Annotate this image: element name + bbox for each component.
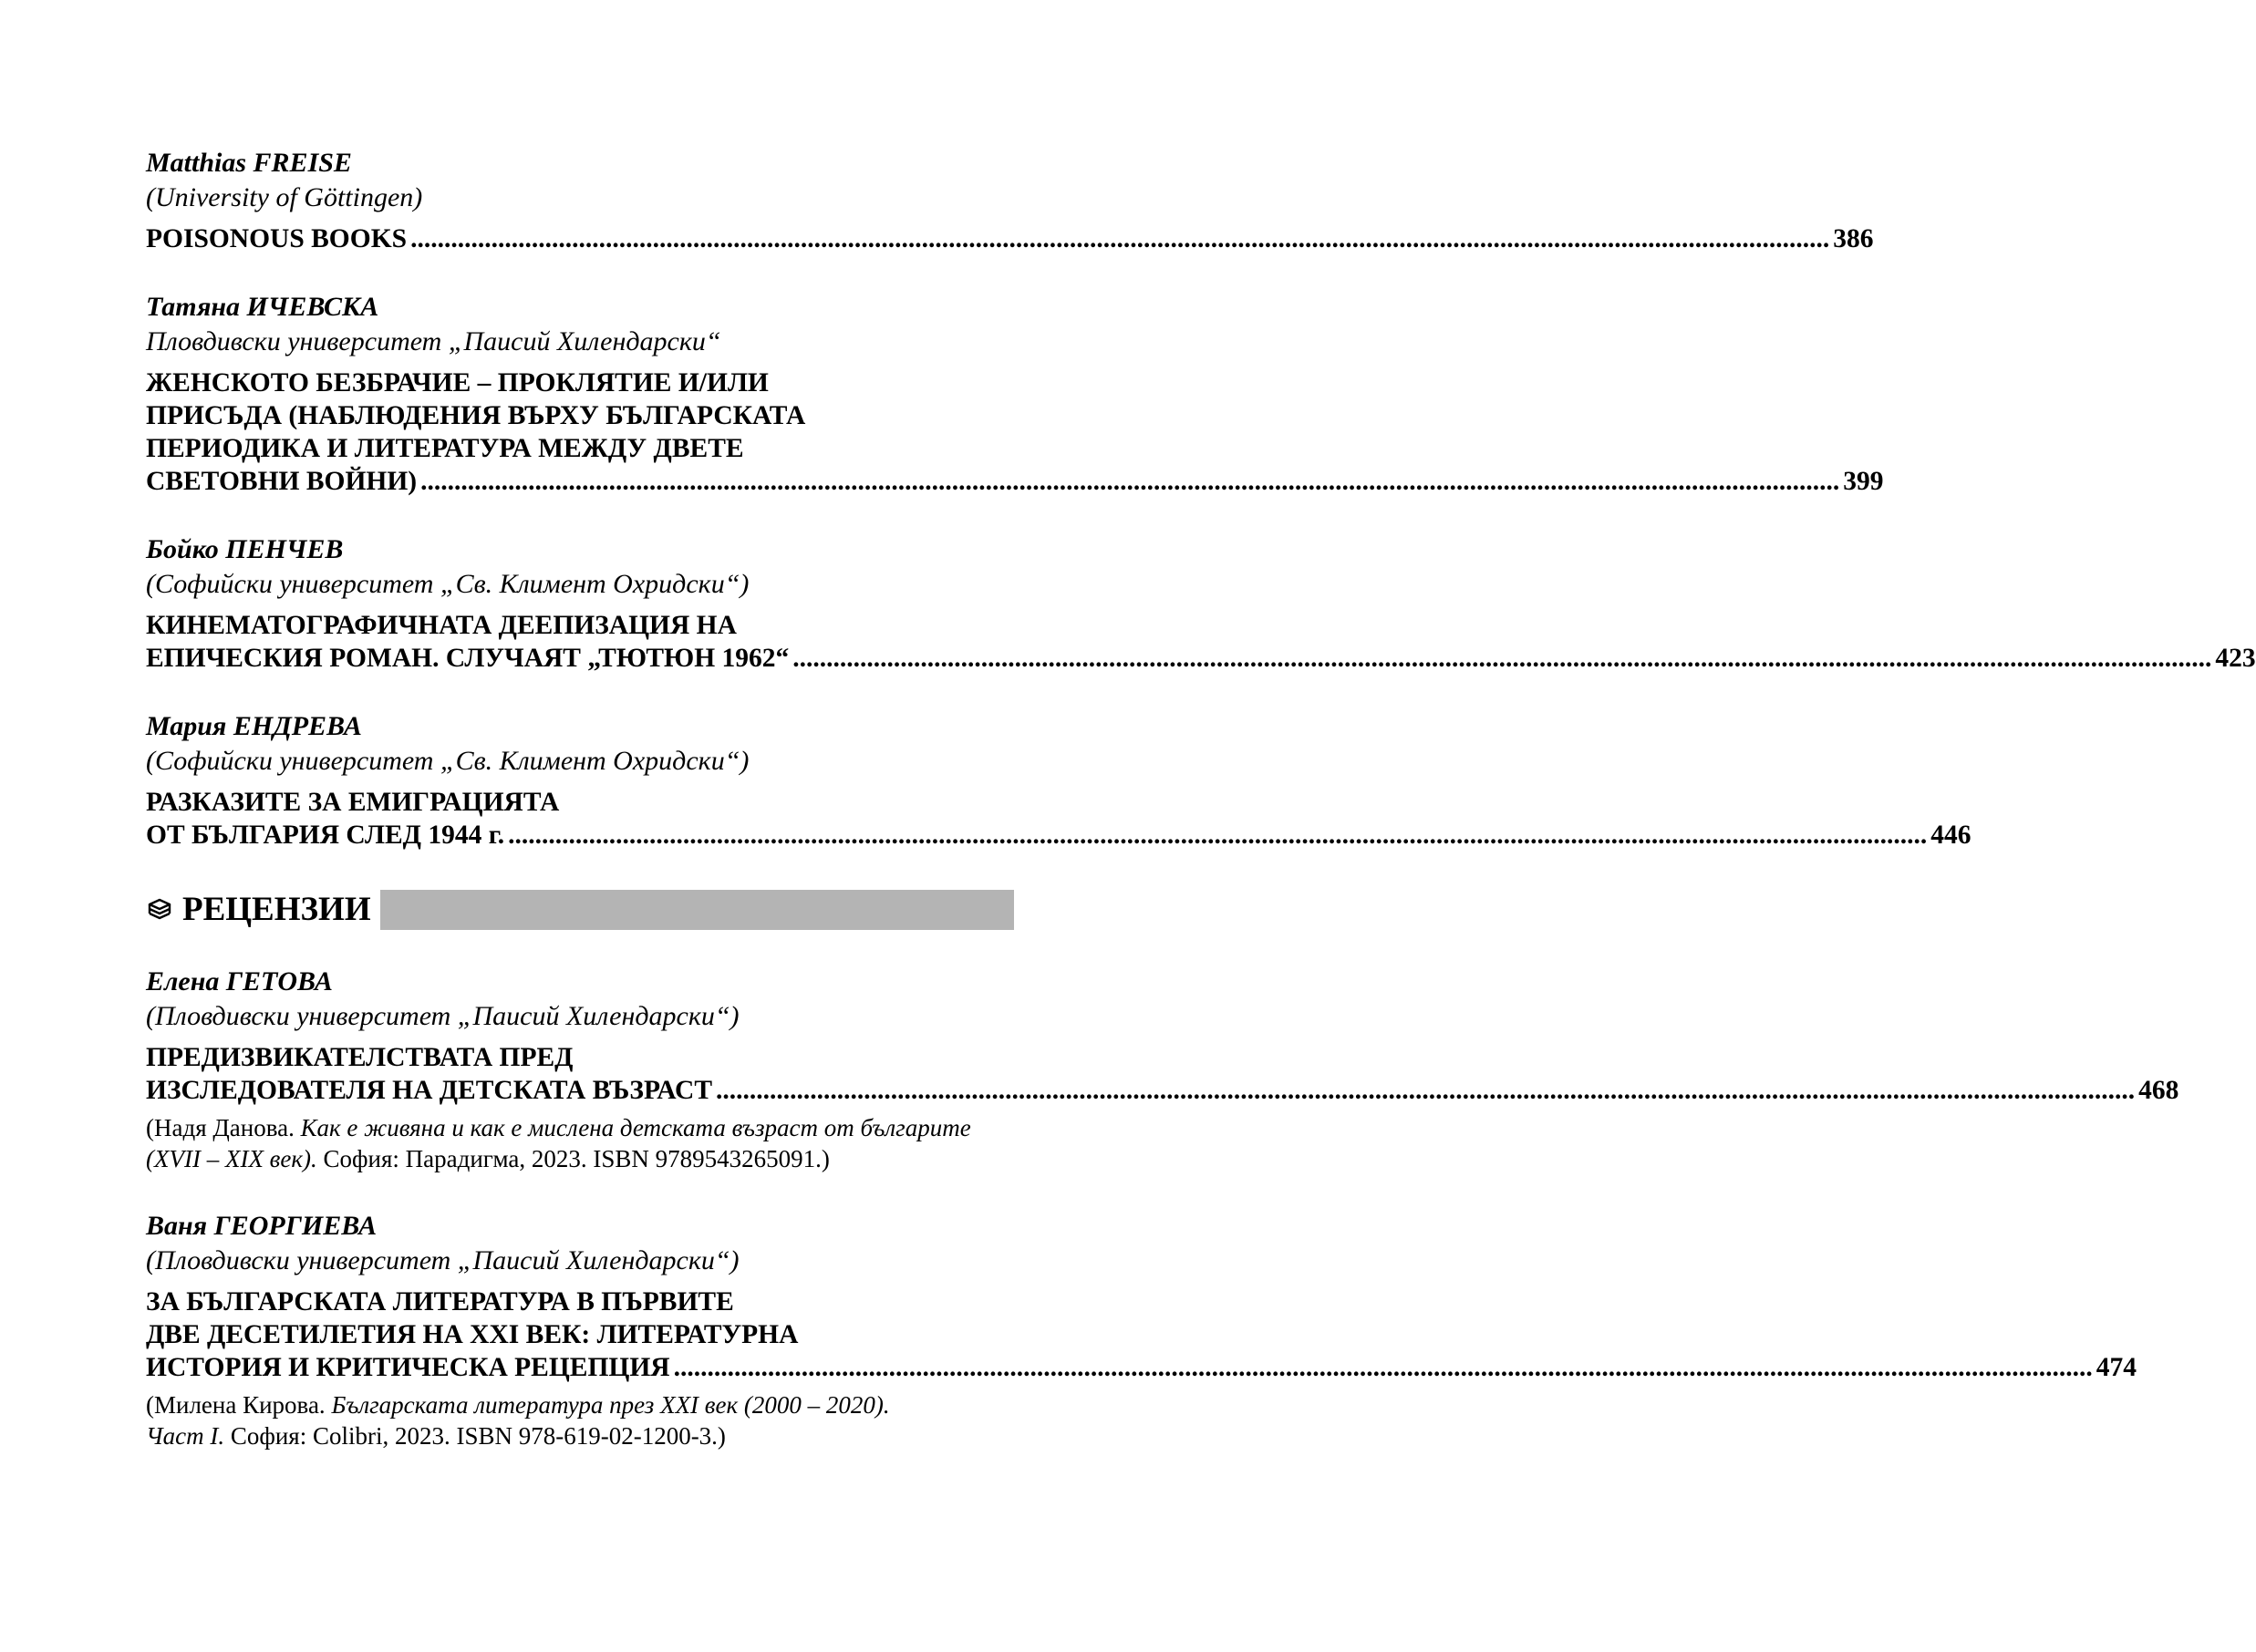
entry-affiliation: (Софийски университет „Св. Климент Охридски“) bbox=[146, 746, 750, 776]
leader-dots: ................................................................................................................................................................................................................... bbox=[716, 1076, 2136, 1105]
review-book-note bbox=[146, 1112, 1014, 1174]
note-text: София: Парадигма, 2023. ISBN 9789543265091.) bbox=[316, 1145, 830, 1172]
entry-title-text: ИЗСЛЕДОВАТЕЛЯ НА ДЕТСКАТА ВЪЗРАСТ bbox=[146, 1076, 713, 1105]
book-stack-icon bbox=[146, 896, 173, 924]
entry-affiliation: (Пловдивски университет „Паисий Хилендарски“) bbox=[146, 1001, 740, 1031]
note-text: (Надя Данова. bbox=[146, 1114, 301, 1141]
toc-entry bbox=[146, 290, 1884, 498]
toc-entry bbox=[146, 532, 2256, 675]
entry-title-line: ЗА БЪЛГАРСКАТА ЛИТЕРАТУРА В ПЪРВИТЕ bbox=[146, 1287, 734, 1316]
entry-title[interactable] bbox=[146, 367, 1884, 498]
page-number: 386 bbox=[1833, 224, 1874, 253]
toc-entry bbox=[146, 146, 1874, 255]
entry-author: Ваня ГЕОРГИЕВА bbox=[146, 1211, 378, 1241]
entry-title-last-line bbox=[146, 819, 1971, 852]
note-book-title: Как е живяна и как е мислена детската възраст от българите bbox=[300, 1114, 971, 1141]
entry-title-last-line bbox=[146, 1351, 2137, 1384]
review-book-note bbox=[146, 1389, 1014, 1451]
entry-title-last-line bbox=[146, 1074, 2179, 1107]
entry-affiliation: (Пловдивски университет „Паисий Хилендарски“) bbox=[146, 1245, 740, 1275]
entry-author: Matthias FREISE bbox=[146, 148, 352, 178]
note-text: София: Colibri, 2023. ISBN 978-619-02-1200-3.) bbox=[224, 1422, 726, 1450]
entry-author: Татяна ИЧЕВСКА bbox=[146, 292, 379, 322]
entry-title-text: ЕПИЧЕСКИЯ РОМАН. СЛУЧАЯТ „ТЮТЮН 1962“ bbox=[146, 644, 790, 673]
entry-author: Мария ЕНДРЕВА bbox=[146, 711, 362, 741]
note-text: (Милена Кирова. bbox=[146, 1391, 332, 1419]
page-number: 399 bbox=[1843, 467, 1884, 496]
leader-dots: ................................................................................................................................................................................................................... bbox=[410, 224, 1830, 253]
note-book-title: (XVII – XIX век). bbox=[146, 1145, 317, 1172]
entry-title[interactable] bbox=[146, 1285, 2137, 1384]
entry-affiliation: (University of Göttingen) bbox=[146, 182, 423, 212]
note-book-title: Българската литература през XXI век (2000 – 2020). bbox=[331, 1391, 890, 1419]
page-number: 446 bbox=[1930, 821, 1971, 850]
entry-title-line: ЖЕНСКОТО БЕЗБРАЧИЕ – ПРОКЛЯТИЕ И/ИЛИ bbox=[146, 368, 769, 398]
entry-title-text: ОТ БЪЛГАРИЯ СЛЕД 1944 г. bbox=[146, 821, 505, 850]
entry-title-text: POISONOUS BOOKS bbox=[146, 224, 408, 253]
toc-entry bbox=[146, 709, 1971, 852]
section-header-reviews bbox=[146, 890, 1014, 930]
entry-title-line: ДВЕ ДЕСЕТИЛЕТИЯ НА XXI ВЕК: ЛИТЕРАТУРНА bbox=[146, 1320, 799, 1349]
leader-dots: ................................................................................................................................................................................................................... bbox=[420, 467, 1840, 496]
entry-author: Елена ГЕТОВА bbox=[146, 966, 333, 996]
entry-title-line: ПЕРИОДИКА И ЛИТЕРАТУРА МЕЖДУ ДВЕТЕ bbox=[146, 434, 744, 463]
entry-title[interactable] bbox=[146, 609, 2256, 675]
section-rule-bar bbox=[380, 890, 1014, 930]
entry-author: Бойко ПЕНЧЕВ bbox=[146, 534, 344, 564]
page-number: 423 bbox=[2215, 644, 2256, 673]
entry-title-line: РАЗКАЗИТЕ ЗА ЕМИГРАЦИЯТА bbox=[146, 788, 560, 817]
entry-affiliation: Пловдивски университет „Паисий Хилендарски“ bbox=[146, 326, 721, 356]
table-of-contents bbox=[146, 146, 2256, 1486]
page-number: 474 bbox=[2096, 1353, 2137, 1382]
entry-title-line: ПРИСЪДА (НАБЛЮДЕНИЯ ВЪРХУ БЪЛГАРСКАТА bbox=[146, 401, 806, 430]
leader-dots: ................................................................................................................................................................................................................... bbox=[508, 821, 1928, 850]
note-book-title: Част I. bbox=[146, 1422, 225, 1450]
review-entry bbox=[146, 1209, 2137, 1451]
page-number: 468 bbox=[2138, 1076, 2179, 1105]
entry-title[interactable] bbox=[146, 786, 1971, 852]
review-entry bbox=[146, 965, 2179, 1174]
leader-dots: ................................................................................................................................................................................................................... bbox=[792, 644, 2212, 673]
entry-title[interactable] bbox=[146, 222, 1874, 255]
section-title: РЕЦЕНЗИИ bbox=[182, 891, 371, 928]
leader-dots: ................................................................................................................................................................................................................... bbox=[673, 1353, 2093, 1382]
entry-title-line: ПРЕДИЗВИКАТЕЛСТВАТА ПРЕД bbox=[146, 1043, 574, 1072]
entry-title-last-line bbox=[146, 465, 1884, 498]
entry-title-last-line bbox=[146, 222, 1874, 255]
entry-title-line: КИНЕМАТОГРАФИЧНАТА ДЕЕПИЗАЦИЯ НА bbox=[146, 611, 737, 640]
entry-title[interactable] bbox=[146, 1041, 2179, 1107]
entry-affiliation: (Софийски университет „Св. Климент Охридски“) bbox=[146, 569, 750, 599]
entry-title-last-line bbox=[146, 642, 2256, 675]
entry-title-text: ИСТОРИЯ И КРИТИЧЕСКА РЕЦЕПЦИЯ bbox=[146, 1353, 670, 1382]
entry-title-text: СВЕТОВНИ ВОЙНИ) bbox=[146, 467, 418, 496]
